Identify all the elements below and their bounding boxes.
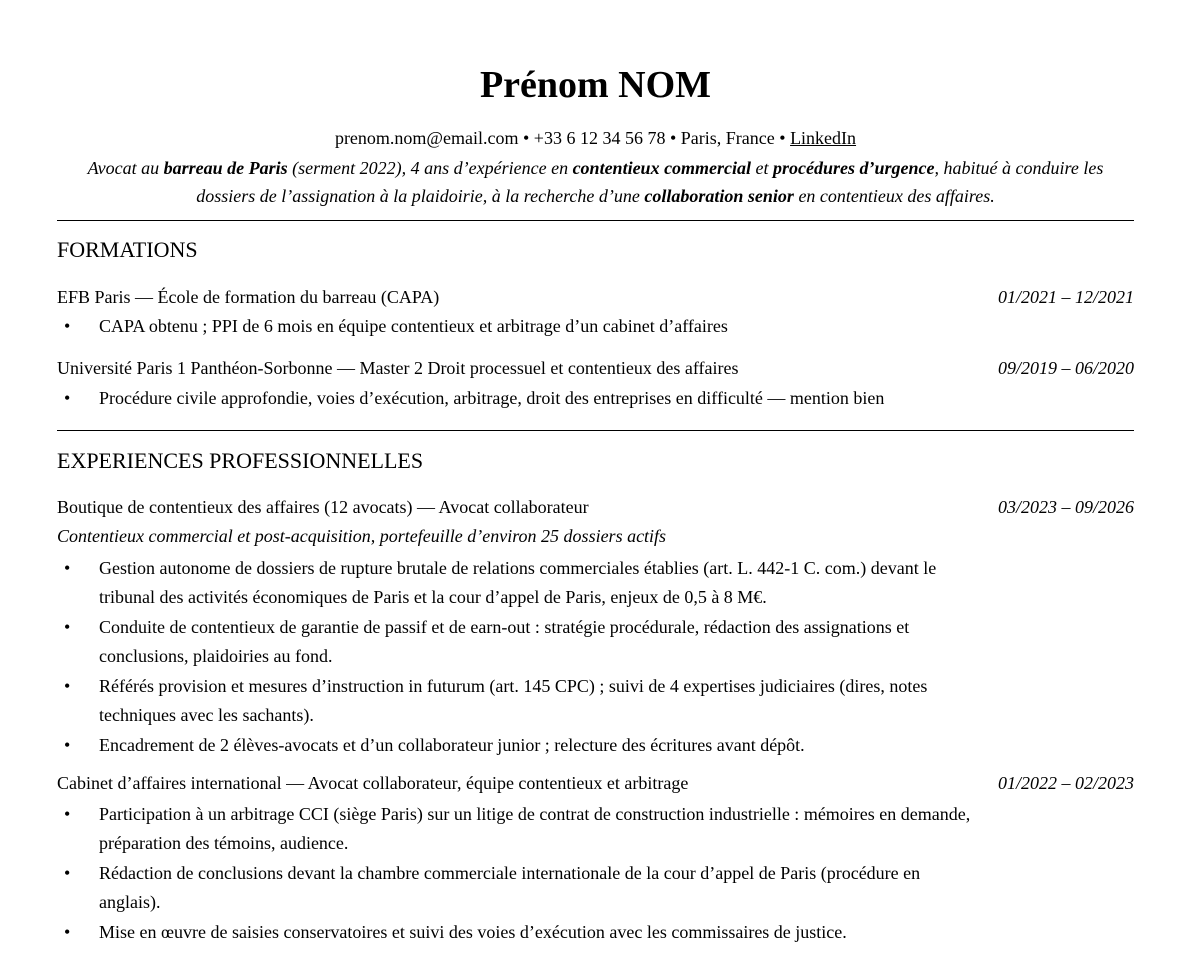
formation-bullets (57, 312, 977, 342)
bullet-item: • CAPA obtenu ; PPI de 6 mois en équipe contentieux et arbitrage d’un cabinet d’affaires (57, 312, 977, 341)
entry-title: Cabinet d’affaires international — Avocat collaborateur, équipe contentieux et arbitrage (57, 773, 689, 793)
summary-text: en contentieux des affaires. (793, 186, 995, 206)
entry-date: 01/2021 – 12/2021 (997, 287, 1134, 307)
entry-subtitle: Contentieux commercial et post-acquisition, portefeuille d’environ 25 dossiers actifs (57, 526, 667, 546)
experience-bullets (57, 800, 977, 948)
bullet-item: • Encadrement de 2 élèves-avocats et d’un collaborateur junior ; relecture des écritures avant dépôt. (57, 731, 977, 760)
entry-title: Université Paris 1 Panthéon-Sorbonne — Master 2 Droit processuel et contentieux des affaires (57, 358, 739, 378)
summary-highlight: barreau de Paris (163, 158, 288, 178)
bullet-item: • Procédure civile approfondie, voies d’exécution, arbitrage, droit des entreprises en difficulté — mention bien (57, 384, 1017, 413)
summary-text: , habitué à conduire les dossiers de l’assignation à la plaidoirie, à la recherche d’une (196, 158, 1104, 206)
summary-text: (serment 2022), 4 ans d’expérience en (287, 158, 573, 178)
experience-bullets (57, 554, 977, 761)
contact-location: Paris, France (680, 128, 775, 148)
entry-title: Boutique de contentieux des affaires (12 avocats) — Avocat collaborateur (57, 497, 589, 517)
bullet-item: • Conduite de contentieux de garantie de passif et de earn-out : stratégie procédurale, rédaction des assignations et conclusions, plaidoiries au fond. (57, 613, 977, 671)
contact-separator: • (665, 128, 681, 148)
contact-email: prenom.nom@email.com (334, 128, 519, 148)
bullet-item: • Mise en œuvre de saisies conservatoires et suivi des voies d’exécution avec les commissaires de justice. (57, 918, 977, 947)
contact-separator: • (774, 128, 791, 148)
bullet-item: • Rédaction de conclusions devant la chambre commerciale internationale de la cour d’appel de Paris (procédure en anglais). (57, 859, 977, 917)
section-title-experiences: EXPERIENCES PROFESSIONNELLES (57, 448, 424, 473)
summary-highlight: collaboration senior (644, 186, 794, 206)
contact-separator: • (518, 128, 534, 148)
bullet-item: • Participation à un arbitrage CCI (siège Paris) sur un litige de contrat de construction industrielle : mémoires en demande, préparation des témoins, audience. (57, 800, 977, 858)
section-divider (57, 430, 1134, 431)
section-divider (57, 220, 1134, 221)
summary-text: et (751, 158, 774, 178)
contact-phone: +33 6 12 34 56 78 (533, 128, 666, 148)
bullet-item: • Gestion autonome de dossiers de rupture brutale de relations commerciales établies (art. L. 442-1 C. com.) devant le tribunal des activités économiques de Paris et la cour d’appel de Paris, enjeux de 0,5 à 8 M€. (57, 554, 977, 612)
linkedin-link[interactable]: LinkedIn (790, 128, 857, 148)
formation-bullets (57, 384, 1017, 414)
section-title-formations: FORMATIONS (57, 237, 198, 262)
summary-text: Avocat au (87, 158, 164, 178)
profile-summary (75, 154, 1116, 210)
candidate-name: Prénom NOM (479, 64, 712, 106)
contact-line (0, 126, 1191, 150)
entry-date: 03/2023 – 09/2026 (997, 497, 1134, 517)
bullet-item: • Référés provision et mesures d’instruction in futurum (art. 145 CPC) ; suivi de 4 expertises judiciaires (dires, notes techniques avec les sachants). (57, 672, 977, 730)
entry-title: EFB Paris — École de formation du barreau (CAPA) (57, 287, 440, 307)
summary-highlight: contentieux commercial (572, 158, 752, 178)
summary-highlight: procédures d’urgence (773, 158, 935, 178)
entry-date: 01/2022 – 02/2023 (997, 773, 1134, 793)
entry-date: 09/2019 – 06/2020 (997, 358, 1134, 378)
